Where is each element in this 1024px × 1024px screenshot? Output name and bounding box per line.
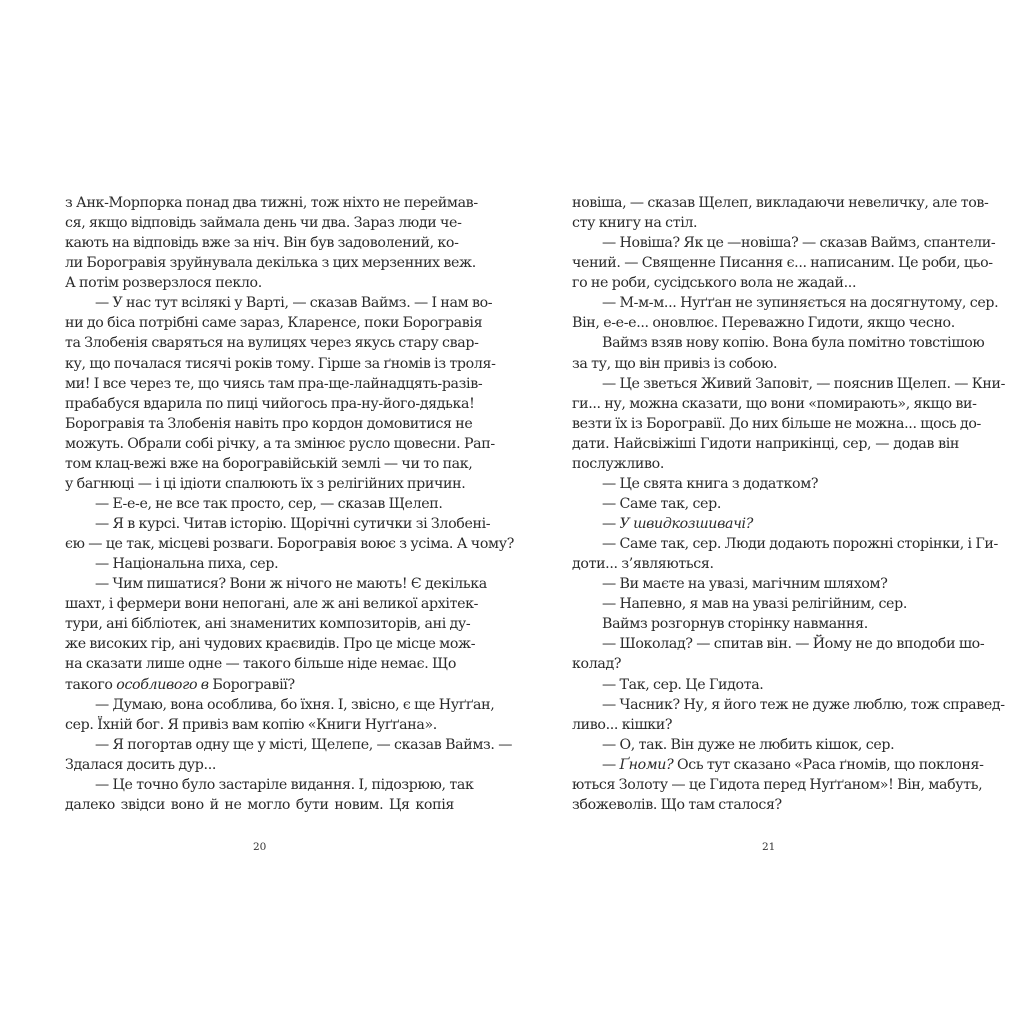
text-line: ся, якщо відповідь займала день чи два. Зараз люди че- <box>65 215 462 232</box>
text-line: ни до біса потрібні саме зараз, Кларенсе, поки Борогравія <box>65 315 483 332</box>
text-line: далеко звідси воно й не могло бути новим. Ця копія <box>65 796 454 813</box>
text-line: ються Золоту — це Гидота перед Нуґґаном»! Він, мабуть, <box>572 776 983 793</box>
text-line: — М-м-м... Нуґґан не зупиняється на досягнутому, сер. <box>602 295 999 312</box>
text-line: — Національна пиха, сер. <box>95 556 279 573</box>
right-page-number: 21 <box>762 841 776 853</box>
text-line: — Напевно, я мав на увазі релігійним, сер. <box>602 596 907 613</box>
text-line: та Злобенія сваряться на вулицях через якусь стару свар- <box>65 335 479 352</box>
text-line: — Це свята книга з додатком? <box>602 475 819 492</box>
text-line: дати. Найсвіжіші Гидоти наприкінці, сер, — додав він <box>572 435 959 452</box>
text-line: доти... з’являються. <box>572 556 714 573</box>
text-line: сту книгу на стіл. <box>572 215 698 232</box>
text-line: — Я погортав одну ще у місті, Щелепе, — сказав Ваймз. — <box>95 736 513 753</box>
text-line: — Це точно було застаріле видання. І, підозрюю, так <box>95 776 474 793</box>
text-line: новіша, — сказав Щелеп, викладаючи невеличку, але тов- <box>572 195 989 211</box>
text-line: го не роби, сусідського вола не жадай... <box>572 275 857 292</box>
text-line: — Чим пишатися? Вони ж нічого не мають! Є декілька <box>95 576 487 593</box>
text-line: — Ви маєте на увазі, магічним шляхом? <box>602 576 888 593</box>
text-line: — Так, сер. Це Гидота. <box>602 676 764 693</box>
right-page-text <box>572 193 1006 815</box>
text-line: том клац-вежі вже на борогравійській землі — чи то пак, <box>65 455 473 472</box>
text-line: збожеволів. Що там сталося? <box>572 796 782 813</box>
text-line: — О, так. Він дуже не любить кішок, сер. <box>602 736 895 753</box>
text-line: ли Борогравія зруйнувала декілька з цих мерзенних веж. <box>65 255 476 272</box>
text-line: ку, що почалася тисячі років тому. Гірше за ґномів із троля- <box>65 355 496 372</box>
text-line: же високих гір, ані чудових краєвидів. Про це місце мож- <box>65 636 476 653</box>
text-line: сер. Їхній бог. Я привіз вам копію «Книги Нуґґана». <box>65 716 437 733</box>
text-line: прабабуся вдарила по пиці чийогось пра-ну-його-дядька! <box>65 395 475 412</box>
italic-emphasis: особливого в <box>116 676 209 693</box>
text-line: Ваймз взяв нову копію. Вона була помітно товстішою <box>602 335 985 352</box>
text-line: тури, ані бібліотек, ані знаменитих композиторів, ані ду- <box>65 616 471 633</box>
text-line: у багнюці — і ці ідіоти спалюють їх з релігійних причин. <box>65 475 466 492</box>
text-line: — Новіша? Як це —новіша? — сказав Ваймз, спантели- <box>602 235 996 252</box>
text-line: шахт, і фермери вони непогані, але ж ані великої архітек- <box>65 596 479 613</box>
italic-emphasis: У швидкозшивачі? <box>619 516 754 532</box>
text-line: можуть. Обрали собі річку, а та змінює русло щовесни. Рап- <box>65 435 495 452</box>
text-line: Він, е-е-е... оновлює. Переважно Гидоти, якщо чесно. <box>572 315 955 332</box>
text-line: послужливо. <box>572 455 665 472</box>
text-line: — Е-е-е, не все так просто, сер, — сказав Щелеп. <box>95 495 443 512</box>
text-line: — Шоколад? — спитав він. — Йому не до вподоби шо- <box>602 636 985 653</box>
text-line: колад? <box>572 656 622 673</box>
text-line: — У нас тут всілякі у Варті, — сказав Ваймз. — І нам во- <box>95 295 493 312</box>
left-page-number: 20 <box>253 841 267 853</box>
text-line: за ту, що він привіз із собою. <box>572 355 778 372</box>
left-page-text <box>65 193 514 815</box>
text-line: ми! І все через те, що чиясь там пра-ще-лайнадцять-разів- <box>65 375 483 392</box>
text-line: — Ґноми? Ось тут сказано «Раса ґномів, що поклоня- <box>602 756 984 773</box>
text-line: — Це зветься Живий Заповіт, — пояснив Щелеп. — Кни- <box>602 375 1006 392</box>
italic-emphasis: Ґноми? <box>619 756 674 773</box>
text-line: — Думаю, вона особлива, бо їхня. І, звісно, є ще Нуґґан, <box>95 696 495 713</box>
text-line: Борогравія та Злобенія навіть про кордон домовитися не <box>65 415 473 432</box>
text-line: — Я в курсі. Читав історію. Щорічні сутички зі Злобені- <box>95 516 491 532</box>
text-line: з Анк-Морпорка понад два тижні, тож ніхто не переймав- <box>65 195 478 211</box>
text-line: А потім розверзлося пекло. <box>65 275 262 292</box>
text-line: — Часник? Ну, я його теж не дуже люблю, тож справед- <box>602 696 1005 713</box>
text-line: Здалася досить дур... <box>65 756 217 773</box>
text-line: такого особливого в Борогравії? <box>65 676 295 693</box>
text-line: кають на відповідь вже за ніч. Він був задоволений, ко- <box>65 235 459 252</box>
text-line: єю — це так, місцеві розваги. Борогравія воює з усіма. А чому? <box>65 536 514 553</box>
text-line: чений. — Священне Писання є... написаним. Це роби, цьо- <box>572 255 993 272</box>
text-line: ги... ну, можна сказати, що вони «помирають», якщо ви- <box>572 395 977 412</box>
right-page <box>512 0 1024 1024</box>
text-line: Ваймз розгорнув сторінку навмання. <box>602 616 868 633</box>
text-line: ливо... кішки? <box>572 716 673 733</box>
text-line: везти їх із Борогравії. До них більше не можна... щось до- <box>572 415 981 432</box>
text-line: — Саме так, сер. Люди додають порожні сторінки, і Ги- <box>602 536 998 553</box>
text-line: — Саме так, сер. <box>602 495 721 512</box>
text-line: — У швидкозшивачі? <box>602 516 754 532</box>
text-line: на сказати лише одне — такого більше ніде немає. Що <box>65 656 457 673</box>
